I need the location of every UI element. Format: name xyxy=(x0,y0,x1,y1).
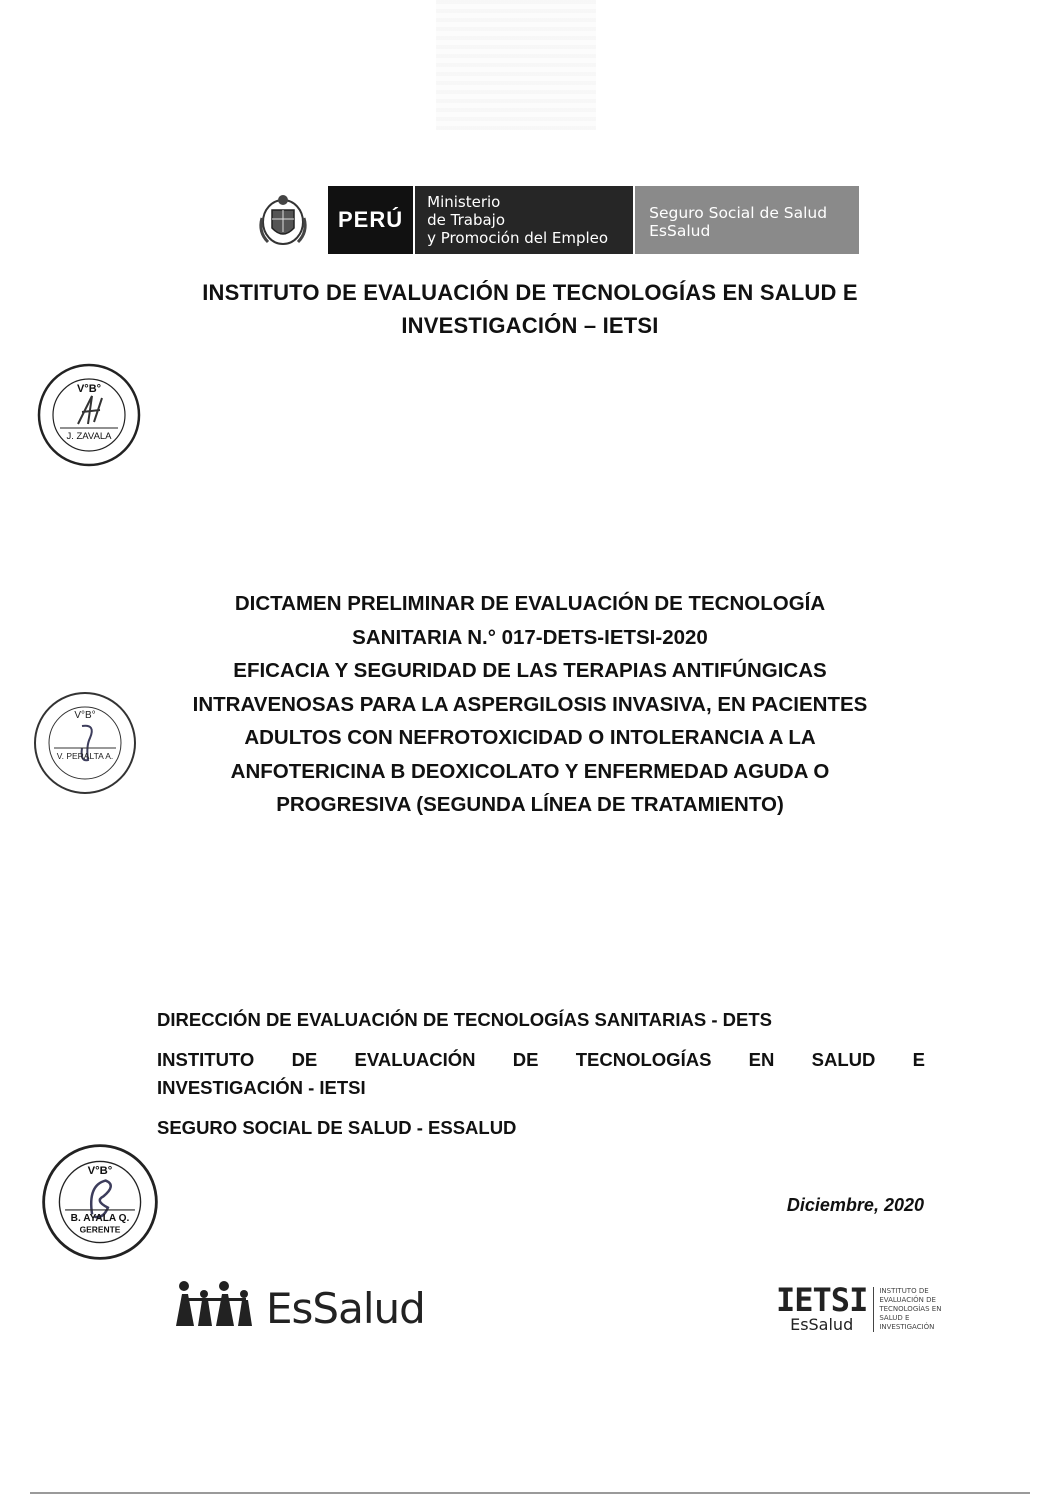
ministry-line: Ministerio xyxy=(427,193,501,211)
essalud-name xyxy=(633,186,859,254)
report-title-line: ADULTOS CON NEFROTOXICIDAD O INTOLERANCIA A LA xyxy=(244,726,816,749)
peru-label: PERÚ xyxy=(328,186,413,254)
stamp-vobo: V°B° xyxy=(87,1164,113,1177)
institute-name-line: INVESTIGACIÓN - IETSI xyxy=(157,1077,366,1098)
scan-artifact xyxy=(436,0,596,130)
family-figures-icon xyxy=(172,1280,262,1331)
report-title-line: DICTAMEN PRELIMINAR DE EVALUACIÓN DE TECNOLOGÍA xyxy=(234,592,826,615)
ministry-line: de Trabajo xyxy=(427,211,506,229)
ietsi-wordmark: IETSI xyxy=(776,1281,868,1319)
ietsi-desc-line: EVALUACIÓN DE xyxy=(879,1295,936,1304)
stamp-name: B. AYALA Q. xyxy=(70,1213,130,1225)
social-security-name: SEGURO SOCIAL DE SALUD - ESSALUD xyxy=(157,1117,517,1138)
essalud-line: Seguro Social de Salud xyxy=(649,204,828,222)
report-title-line: INTRAVENOSAS PARA LA ASPERGILOSIS INVASIVA, EN PACIENTES xyxy=(192,692,868,716)
issuing-organization xyxy=(157,1006,925,1142)
essalud-logo xyxy=(172,1280,425,1331)
stamp-role: GERENTE xyxy=(79,1224,121,1235)
ietsi-description xyxy=(873,1287,949,1332)
ietsi-logo xyxy=(776,1281,949,1334)
stamp-vobo: V°B° xyxy=(74,710,96,721)
directorate-name: DIRECCIÓN DE EVALUACIÓN DE TECNOLOGÍAS SANITARIAS - DETS xyxy=(157,1009,772,1030)
ietsi-desc-line: TECNOLOGÍAS EN xyxy=(879,1304,942,1313)
essalud-line: EsSalud xyxy=(649,222,711,240)
ministry-name xyxy=(413,186,633,254)
government-banner xyxy=(248,186,859,254)
ietsi-desc-line: SALUD E xyxy=(879,1313,910,1322)
ietsi-sub-wordmark: EsSalud xyxy=(790,1315,854,1334)
institute-name-line: INSTITUTO DE EVALUACIÓN DE TECNOLOGÍAS EN SALUD E xyxy=(157,1049,925,1070)
ietsi-desc-line: INVESTIGACIÓN xyxy=(879,1322,935,1331)
ministry-line: y Promoción del Empleo xyxy=(427,229,609,247)
report-title-line: SANITARIA N.° 017-DETS-IETSI-2020 xyxy=(352,625,708,649)
stamp-name: V. PERALTA A. xyxy=(56,751,114,761)
stamp-vobo: V°B° xyxy=(76,383,102,395)
institute-title xyxy=(130,276,930,342)
report-title xyxy=(130,587,930,822)
document-date: Diciembre, 2020 xyxy=(786,1195,924,1215)
scan-edge-line xyxy=(30,1492,1030,1494)
approval-stamp-peralta xyxy=(30,688,140,798)
approval-stamp-zavala xyxy=(34,360,144,470)
approval-stamp-ayala xyxy=(38,1140,162,1264)
report-title-line: ANFOTERICINA B DEOXICOLATO Y ENFERMEDAD AGUDA O xyxy=(230,759,830,783)
stamp-name: J. ZAVALA xyxy=(66,431,112,442)
ietsi-desc-line: INSTITUTO DE xyxy=(879,1286,929,1295)
institute-title-line: INVESTIGACIÓN – IETSI xyxy=(401,313,659,338)
institute-title-line: INSTITUTO DE EVALUACIÓN DE TECNOLOGÍAS EN SALUD E xyxy=(202,280,858,305)
report-title-line: EFICACIA Y SEGURIDAD DE LAS TERAPIAS ANTIFÚNGICAS xyxy=(233,659,827,682)
peru-coat-of-arms-icon xyxy=(248,186,318,254)
essalud-wordmark: EsSalud xyxy=(266,1284,425,1333)
report-title-line: PROGRESIVA (SEGUNDA LÍNEA DE TRATAMIENTO) xyxy=(276,793,784,816)
